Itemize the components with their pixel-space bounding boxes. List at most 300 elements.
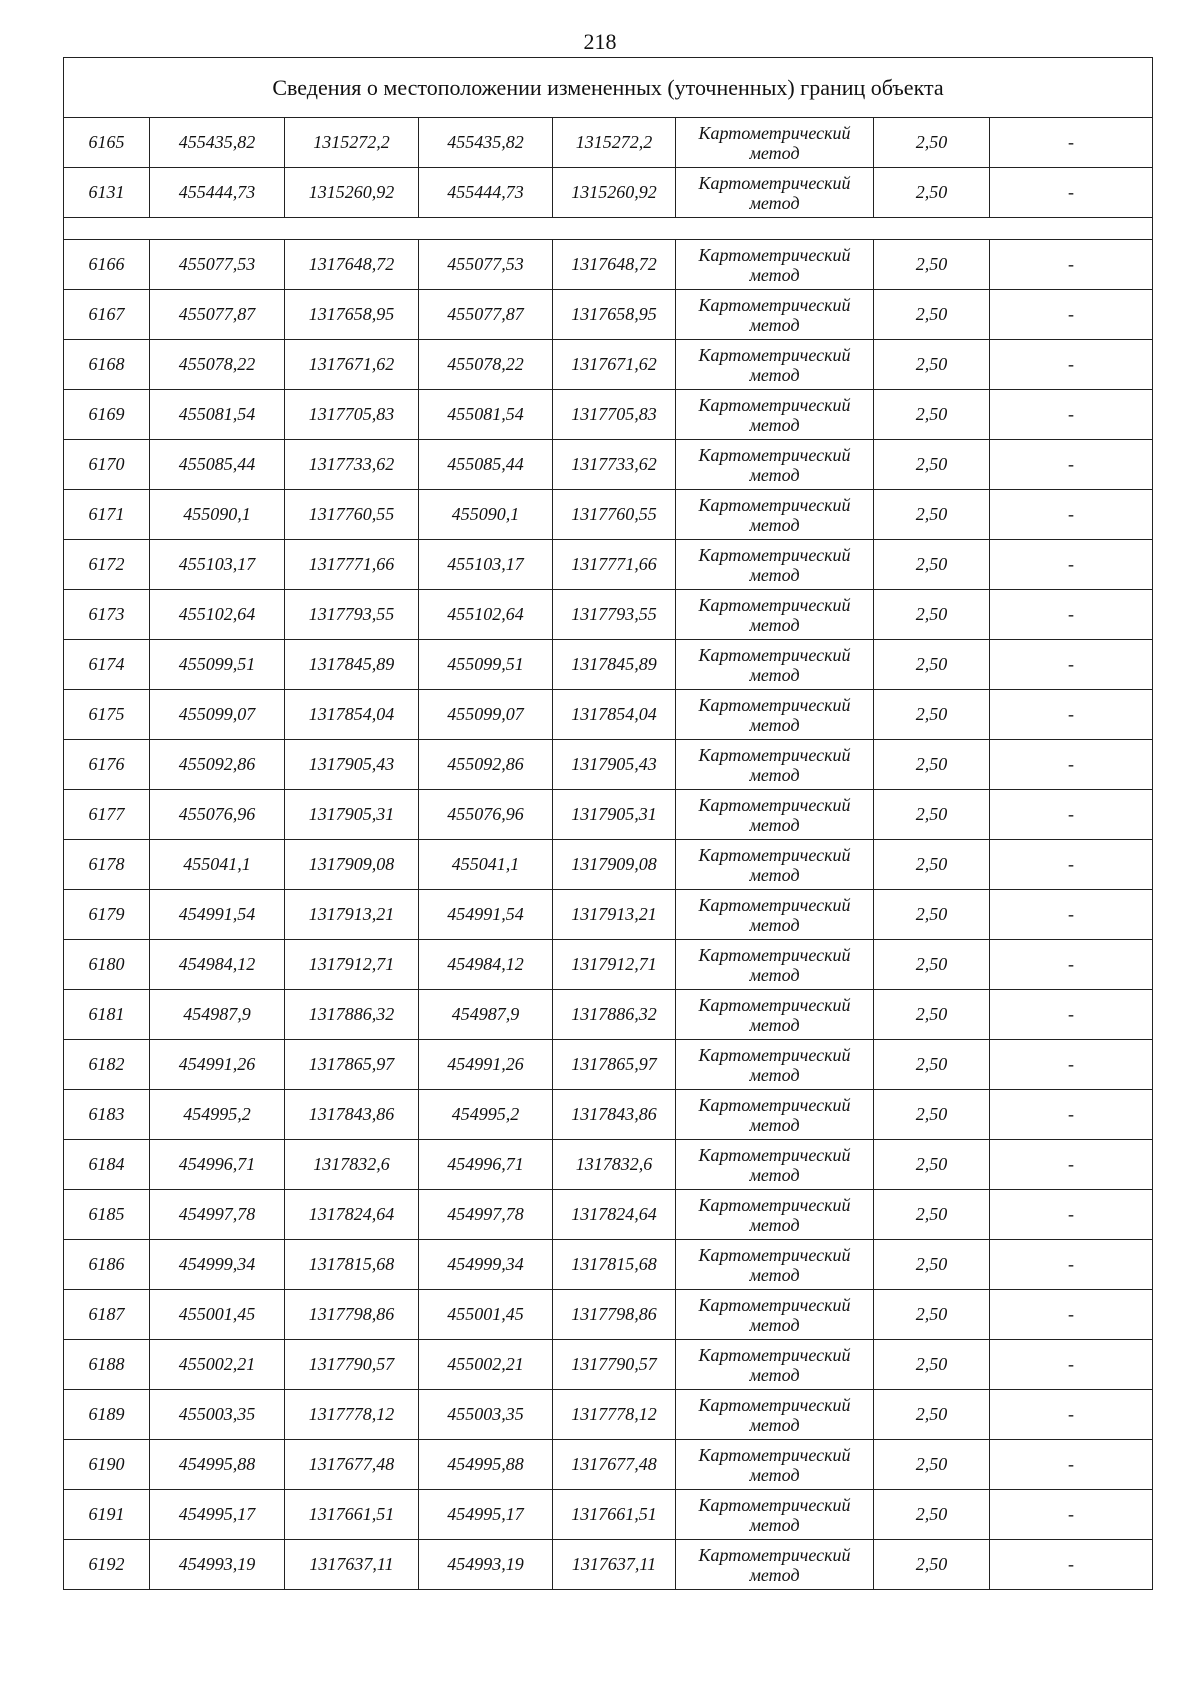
table-row <box>64 990 1153 1040</box>
method-cell <box>676 1290 874 1340</box>
method-line-1: Картометрический <box>698 122 851 143</box>
refined-x-cell: 455085,44 <box>419 440 553 490</box>
existing-y-cell: 1317637,11 <box>285 1540 419 1590</box>
point-number-cell: 6186 <box>64 1240 150 1290</box>
method-cell <box>676 740 874 790</box>
method-line-2: метод <box>749 814 800 835</box>
method-cell <box>676 1390 874 1440</box>
accuracy-cell: 2,50 <box>874 1190 990 1240</box>
note-cell: - <box>990 1290 1153 1340</box>
method-cell <box>676 490 874 540</box>
note-cell: - <box>990 790 1153 840</box>
table-row <box>64 440 1153 490</box>
table-title-row <box>64 58 1153 118</box>
point-number-cell: 6192 <box>64 1540 150 1590</box>
refined-y-cell: 1315272,2 <box>553 118 676 168</box>
note-cell: - <box>990 240 1153 290</box>
existing-y-cell: 1317798,86 <box>285 1290 419 1340</box>
method-line-2: метод <box>749 1364 800 1385</box>
accuracy-cell: 2,50 <box>874 240 990 290</box>
refined-x-cell: 454993,19 <box>419 1540 553 1590</box>
note-cell: - <box>990 340 1153 390</box>
method-line-2: метод <box>749 414 800 435</box>
method-line-1: Картометрический <box>698 1094 851 1115</box>
point-number-cell: 6170 <box>64 440 150 490</box>
method-cell <box>676 940 874 990</box>
existing-x-cell: 454995,2 <box>150 1090 285 1140</box>
method-line-1: Картометрический <box>698 444 851 465</box>
method-line-1: Картометрический <box>698 294 851 315</box>
method-line-2: метод <box>749 264 800 285</box>
table-row <box>64 1440 1153 1490</box>
note-cell: - <box>990 1140 1153 1190</box>
existing-y-cell: 1317905,43 <box>285 740 419 790</box>
method-line-2: метод <box>749 964 800 985</box>
note-cell: - <box>990 1090 1153 1140</box>
existing-x-cell: 455102,64 <box>150 590 285 640</box>
method-line-2: метод <box>749 514 800 535</box>
refined-x-cell: 455090,1 <box>419 490 553 540</box>
point-number-cell: 6187 <box>64 1290 150 1340</box>
existing-x-cell: 454995,17 <box>150 1490 285 1540</box>
method-cell <box>676 790 874 840</box>
point-number-cell: 6173 <box>64 590 150 640</box>
refined-x-cell: 455103,17 <box>419 540 553 590</box>
accuracy-cell: 2,50 <box>874 1140 990 1190</box>
method-line-2: метод <box>749 564 800 585</box>
refined-y-cell: 1317778,12 <box>553 1390 676 1440</box>
point-number-cell: 6188 <box>64 1340 150 1390</box>
method-line-1: Картометрический <box>698 1294 851 1315</box>
method-line-2: метод <box>749 192 800 213</box>
method-cell <box>676 1190 874 1240</box>
refined-y-cell: 1317886,32 <box>553 990 676 1040</box>
method-line-2: метод <box>749 864 800 885</box>
note-cell: - <box>990 118 1153 168</box>
accuracy-cell: 2,50 <box>874 1340 990 1390</box>
method-line-1: Картометрический <box>698 1344 851 1365</box>
method-line-2: метод <box>749 664 800 685</box>
method-line-1: Картометрический <box>698 172 851 193</box>
note-cell: - <box>990 1390 1153 1440</box>
method-line-1: Картометрический <box>698 544 851 565</box>
note-cell: - <box>990 940 1153 990</box>
refined-x-cell: 455435,82 <box>419 118 553 168</box>
refined-y-cell: 1317798,86 <box>553 1290 676 1340</box>
existing-y-cell: 1317658,95 <box>285 290 419 340</box>
accuracy-cell: 2,50 <box>874 118 990 168</box>
refined-x-cell: 455001,45 <box>419 1290 553 1340</box>
table-row <box>64 690 1153 740</box>
method-cell <box>676 1090 874 1140</box>
table-row <box>64 890 1153 940</box>
refined-y-cell: 1317677,48 <box>553 1440 676 1490</box>
method-line-1: Картометрический <box>698 1194 851 1215</box>
point-number-cell: 6178 <box>64 840 150 890</box>
method-cell <box>676 1540 874 1590</box>
refined-y-cell: 1317705,83 <box>553 390 676 440</box>
point-number-cell: 6189 <box>64 1390 150 1440</box>
table-title: Сведения о местоположении измененных (уточненных) границ объекта <box>64 58 1153 118</box>
note-cell: - <box>990 740 1153 790</box>
table-row <box>64 1290 1153 1340</box>
method-line-2: метод <box>749 1214 800 1235</box>
method-cell <box>676 590 874 640</box>
existing-x-cell: 455002,21 <box>150 1340 285 1390</box>
method-line-2: метод <box>749 1114 800 1135</box>
refined-x-cell: 454997,78 <box>419 1190 553 1240</box>
point-number-cell: 6165 <box>64 118 150 168</box>
existing-x-cell: 455003,35 <box>150 1390 285 1440</box>
method-line-1: Картометрический <box>698 244 851 265</box>
method-line-2: метод <box>749 1064 800 1085</box>
refined-y-cell: 1317913,21 <box>553 890 676 940</box>
point-number-cell: 6168 <box>64 340 150 390</box>
method-cell <box>676 340 874 390</box>
existing-y-cell: 1317913,21 <box>285 890 419 940</box>
method-line-2: метод <box>749 1564 800 1585</box>
accuracy-cell: 2,50 <box>874 390 990 440</box>
point-number-cell: 6172 <box>64 540 150 590</box>
refined-y-cell: 1317671,62 <box>553 340 676 390</box>
refined-y-cell: 1317824,64 <box>553 1190 676 1240</box>
refined-y-cell: 1317648,72 <box>553 240 676 290</box>
point-number-cell: 6185 <box>64 1190 150 1240</box>
refined-x-cell: 455077,53 <box>419 240 553 290</box>
method-line-2: метод <box>749 764 800 785</box>
table-row <box>64 1390 1153 1440</box>
refined-x-cell: 454987,9 <box>419 990 553 1040</box>
separator-cell <box>64 218 1153 240</box>
existing-x-cell: 454991,26 <box>150 1040 285 1090</box>
existing-y-cell: 1317771,66 <box>285 540 419 590</box>
method-line-2: метод <box>749 364 800 385</box>
refined-x-cell: 454995,88 <box>419 1440 553 1490</box>
existing-x-cell: 454996,71 <box>150 1140 285 1190</box>
method-cell <box>676 1490 874 1540</box>
refined-y-cell: 1317637,11 <box>553 1540 676 1590</box>
refined-y-cell: 1317733,62 <box>553 440 676 490</box>
table-row <box>64 640 1153 690</box>
existing-x-cell: 454987,9 <box>150 990 285 1040</box>
method-line-2: метод <box>749 142 800 163</box>
method-line-2: метод <box>749 1514 800 1535</box>
note-cell: - <box>990 640 1153 690</box>
method-line-2: метод <box>749 614 800 635</box>
table-row <box>64 1490 1153 1540</box>
existing-x-cell: 455077,87 <box>150 290 285 340</box>
accuracy-cell: 2,50 <box>874 690 990 740</box>
existing-x-cell: 455076,96 <box>150 790 285 840</box>
accuracy-cell: 2,50 <box>874 940 990 990</box>
refined-x-cell: 455099,51 <box>419 640 553 690</box>
note-cell: - <box>990 1340 1153 1390</box>
existing-y-cell: 1317865,97 <box>285 1040 419 1090</box>
table-row <box>64 1040 1153 1090</box>
method-cell <box>676 1040 874 1090</box>
refined-x-cell: 455076,96 <box>419 790 553 840</box>
method-line-2: метод <box>749 314 800 335</box>
method-line-1: Картометрический <box>698 644 851 665</box>
refined-x-cell: 454995,2 <box>419 1090 553 1140</box>
method-line-1: Картометрический <box>698 694 851 715</box>
method-cell <box>676 1440 874 1490</box>
existing-y-cell: 1317815,68 <box>285 1240 419 1290</box>
refined-y-cell: 1317832,6 <box>553 1140 676 1190</box>
table-row <box>64 1240 1153 1290</box>
accuracy-cell: 2,50 <box>874 1490 990 1540</box>
existing-y-cell: 1317661,51 <box>285 1490 419 1540</box>
table-row <box>64 240 1153 290</box>
point-number-cell: 6171 <box>64 490 150 540</box>
existing-y-cell: 1317845,89 <box>285 640 419 690</box>
accuracy-cell: 2,50 <box>874 1290 990 1340</box>
point-number-cell: 6131 <box>64 168 150 218</box>
note-cell: - <box>990 690 1153 740</box>
existing-x-cell: 455078,22 <box>150 340 285 390</box>
existing-y-cell: 1317905,31 <box>285 790 419 840</box>
point-number-cell: 6180 <box>64 940 150 990</box>
existing-x-cell: 454999,34 <box>150 1240 285 1290</box>
method-line-2: метод <box>749 1464 800 1485</box>
existing-y-cell: 1317705,83 <box>285 390 419 440</box>
accuracy-cell: 2,50 <box>874 640 990 690</box>
point-number-cell: 6190 <box>64 1440 150 1490</box>
method-line-1: Картометрический <box>698 344 851 365</box>
method-line-1: Картометрический <box>698 844 851 865</box>
existing-x-cell: 455092,86 <box>150 740 285 790</box>
table-row <box>64 740 1153 790</box>
method-cell <box>676 390 874 440</box>
table-row <box>64 1540 1153 1590</box>
existing-x-cell: 454991,54 <box>150 890 285 940</box>
existing-x-cell: 455081,54 <box>150 390 285 440</box>
point-number-cell: 6174 <box>64 640 150 690</box>
method-cell <box>676 890 874 940</box>
method-cell <box>676 1240 874 1290</box>
refined-x-cell: 455444,73 <box>419 168 553 218</box>
existing-x-cell: 455001,45 <box>150 1290 285 1340</box>
accuracy-cell: 2,50 <box>874 990 990 1040</box>
note-cell: - <box>990 1540 1153 1590</box>
note-cell: - <box>990 440 1153 490</box>
refined-y-cell: 1317771,66 <box>553 540 676 590</box>
refined-y-cell: 1317905,31 <box>553 790 676 840</box>
boundary-coordinates-table <box>63 57 1153 1590</box>
refined-x-cell: 455077,87 <box>419 290 553 340</box>
note-cell: - <box>990 840 1153 890</box>
refined-y-cell: 1317658,95 <box>553 290 676 340</box>
existing-y-cell: 1317854,04 <box>285 690 419 740</box>
accuracy-cell: 2,50 <box>874 1040 990 1090</box>
note-cell: - <box>990 1490 1153 1540</box>
refined-y-cell: 1317815,68 <box>553 1240 676 1290</box>
refined-x-cell: 454999,34 <box>419 1240 553 1290</box>
method-line-1: Картометрический <box>698 1494 851 1515</box>
refined-y-cell: 1317865,97 <box>553 1040 676 1090</box>
refined-x-cell: 455078,22 <box>419 340 553 390</box>
accuracy-cell: 2,50 <box>874 890 990 940</box>
table-row <box>64 390 1153 440</box>
method-line-2: метод <box>749 1314 800 1335</box>
method-line-1: Картометрический <box>698 594 851 615</box>
existing-y-cell: 1317843,86 <box>285 1090 419 1140</box>
accuracy-cell: 2,50 <box>874 540 990 590</box>
refined-x-cell: 454991,26 <box>419 1040 553 1090</box>
refined-y-cell: 1317661,51 <box>553 1490 676 1540</box>
accuracy-cell: 2,50 <box>874 1390 990 1440</box>
contour-separator-row <box>64 218 1153 240</box>
note-cell: - <box>990 540 1153 590</box>
method-cell <box>676 640 874 690</box>
accuracy-cell: 2,50 <box>874 168 990 218</box>
existing-y-cell: 1317760,55 <box>285 490 419 540</box>
existing-y-cell: 1317912,71 <box>285 940 419 990</box>
existing-x-cell: 454995,88 <box>150 1440 285 1490</box>
refined-x-cell: 455092,86 <box>419 740 553 790</box>
existing-y-cell: 1317793,55 <box>285 590 419 640</box>
method-cell <box>676 118 874 168</box>
accuracy-cell: 2,50 <box>874 1540 990 1590</box>
existing-x-cell: 455041,1 <box>150 840 285 890</box>
method-cell <box>676 840 874 890</box>
method-cell <box>676 690 874 740</box>
method-line-1: Картометрический <box>698 1044 851 1065</box>
refined-y-cell: 1317790,57 <box>553 1340 676 1390</box>
method-cell <box>676 440 874 490</box>
existing-x-cell: 455444,73 <box>150 168 285 218</box>
table-row <box>64 168 1153 218</box>
refined-y-cell: 1315260,92 <box>553 168 676 218</box>
existing-y-cell: 1317778,12 <box>285 1390 419 1440</box>
note-cell: - <box>990 390 1153 440</box>
existing-y-cell: 1317909,08 <box>285 840 419 890</box>
accuracy-cell: 2,50 <box>874 290 990 340</box>
point-number-cell: 6182 <box>64 1040 150 1090</box>
refined-x-cell: 455099,07 <box>419 690 553 740</box>
point-number-cell: 6169 <box>64 390 150 440</box>
table-row <box>64 1090 1153 1140</box>
point-number-cell: 6176 <box>64 740 150 790</box>
method-line-1: Картометрический <box>698 1544 851 1565</box>
existing-x-cell: 455099,07 <box>150 690 285 740</box>
point-number-cell: 6177 <box>64 790 150 840</box>
refined-x-cell: 455041,1 <box>419 840 553 890</box>
method-line-2: метод <box>749 1014 800 1035</box>
refined-x-cell: 455081,54 <box>419 390 553 440</box>
existing-y-cell: 1315272,2 <box>285 118 419 168</box>
existing-x-cell: 455099,51 <box>150 640 285 690</box>
method-line-1: Картометрический <box>698 744 851 765</box>
accuracy-cell: 2,50 <box>874 740 990 790</box>
existing-x-cell: 455103,17 <box>150 540 285 590</box>
table-row <box>64 1140 1153 1190</box>
method-line-1: Картометрический <box>698 944 851 965</box>
refined-y-cell: 1317909,08 <box>553 840 676 890</box>
existing-y-cell: 1317648,72 <box>285 240 419 290</box>
point-number-cell: 6179 <box>64 890 150 940</box>
existing-x-cell: 455077,53 <box>150 240 285 290</box>
method-cell <box>676 168 874 218</box>
method-cell <box>676 240 874 290</box>
refined-x-cell: 455003,35 <box>419 1390 553 1440</box>
note-cell: - <box>990 990 1153 1040</box>
refined-x-cell: 454996,71 <box>419 1140 553 1190</box>
existing-x-cell: 454993,19 <box>150 1540 285 1590</box>
refined-y-cell: 1317845,89 <box>553 640 676 690</box>
point-number-cell: 6175 <box>64 690 150 740</box>
existing-x-cell: 455085,44 <box>150 440 285 490</box>
refined-y-cell: 1317843,86 <box>553 1090 676 1140</box>
method-line-2: метод <box>749 1414 800 1435</box>
refined-y-cell: 1317912,71 <box>553 940 676 990</box>
method-line-1: Картометрический <box>698 994 851 1015</box>
accuracy-cell: 2,50 <box>874 440 990 490</box>
method-cell <box>676 990 874 1040</box>
existing-y-cell: 1317671,62 <box>285 340 419 390</box>
accuracy-cell: 2,50 <box>874 1240 990 1290</box>
accuracy-cell: 2,50 <box>874 340 990 390</box>
method-line-1: Картометрический <box>698 1144 851 1165</box>
refined-x-cell: 455102,64 <box>419 590 553 640</box>
note-cell: - <box>990 1240 1153 1290</box>
table-row <box>64 790 1153 840</box>
point-number-cell: 6184 <box>64 1140 150 1190</box>
point-number-cell: 6181 <box>64 990 150 1040</box>
table-row <box>64 290 1153 340</box>
note-cell: - <box>990 590 1153 640</box>
method-cell <box>676 1140 874 1190</box>
refined-x-cell: 455002,21 <box>419 1340 553 1390</box>
note-cell: - <box>990 168 1153 218</box>
existing-x-cell: 455090,1 <box>150 490 285 540</box>
accuracy-cell: 2,50 <box>874 1090 990 1140</box>
point-number-cell: 6167 <box>64 290 150 340</box>
accuracy-cell: 2,50 <box>874 1440 990 1490</box>
note-cell: - <box>990 290 1153 340</box>
table-row <box>64 340 1153 390</box>
existing-y-cell: 1317733,62 <box>285 440 419 490</box>
point-number-cell: 6166 <box>64 240 150 290</box>
accuracy-cell: 2,50 <box>874 790 990 840</box>
method-line-1: Картометрический <box>698 494 851 515</box>
table-row <box>64 590 1153 640</box>
method-cell <box>676 1340 874 1390</box>
existing-y-cell: 1317677,48 <box>285 1440 419 1490</box>
point-number-cell: 6183 <box>64 1090 150 1140</box>
accuracy-cell: 2,50 <box>874 840 990 890</box>
method-cell <box>676 540 874 590</box>
method-line-1: Картометрический <box>698 1244 851 1265</box>
refined-y-cell: 1317854,04 <box>553 690 676 740</box>
note-cell: - <box>990 1440 1153 1490</box>
method-line-1: Картометрический <box>698 894 851 915</box>
table-row <box>64 1190 1153 1240</box>
existing-y-cell: 1317790,57 <box>285 1340 419 1390</box>
method-cell <box>676 290 874 340</box>
accuracy-cell: 2,50 <box>874 490 990 540</box>
method-line-2: метод <box>749 1264 800 1285</box>
existing-y-cell: 1317832,6 <box>285 1140 419 1190</box>
existing-y-cell: 1317824,64 <box>285 1190 419 1240</box>
refined-y-cell: 1317760,55 <box>553 490 676 540</box>
note-cell: - <box>990 1190 1153 1240</box>
existing-x-cell: 454984,12 <box>150 940 285 990</box>
refined-x-cell: 454991,54 <box>419 890 553 940</box>
existing-y-cell: 1317886,32 <box>285 990 419 1040</box>
method-line-2: метод <box>749 714 800 735</box>
method-line-2: метод <box>749 1164 800 1185</box>
